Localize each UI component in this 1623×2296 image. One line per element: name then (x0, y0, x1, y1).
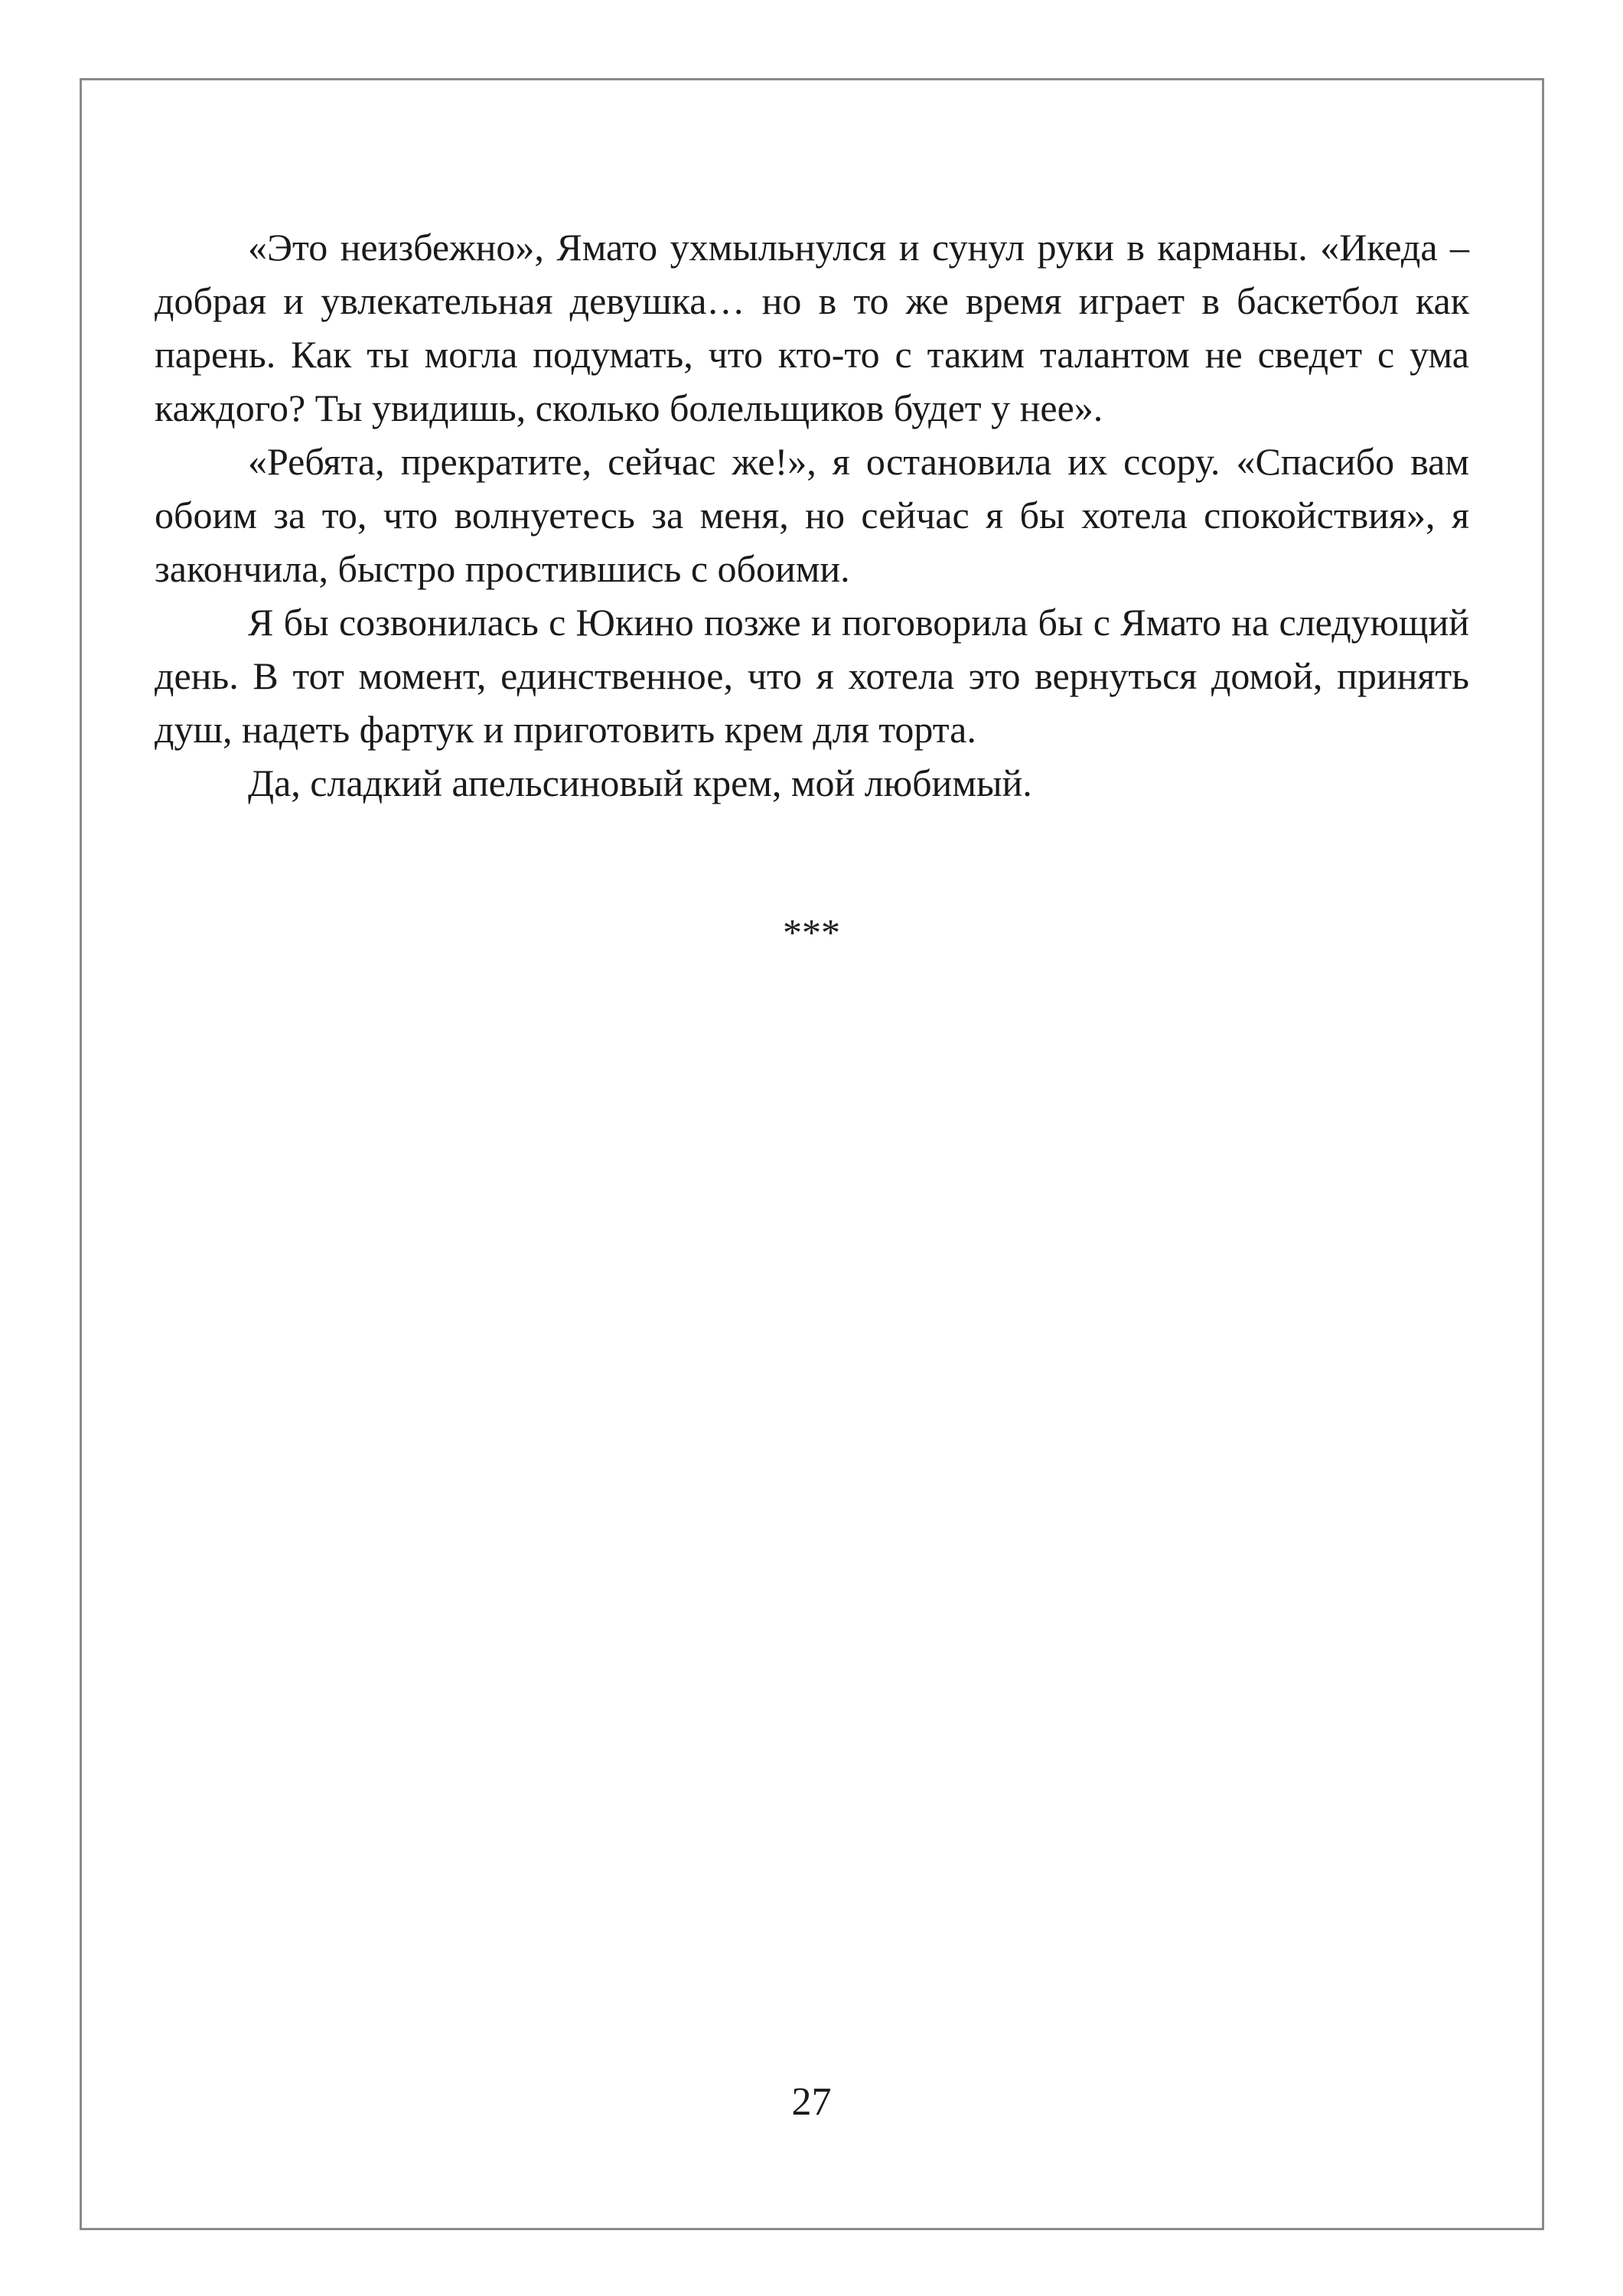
section-separator: *** (783, 911, 840, 954)
paragraph: Да, сладкий апельсиновый крем, мой любимый. (248, 762, 1032, 804)
paragraph: «Ребята, прекратите, сейчас же!», я остановила их ссору. «Спасибо вам обоим за то, что волнуетесь за меня, но сейчас я бы хотела спокойствия», я закончила, быстро простившись с обоими. (155, 440, 1469, 590)
page-number: 27 (791, 2080, 832, 2124)
paragraph: «Это неизбежно», Ямато ухмыльнулся и сунул руки в карманы. «Икеда – добрая и увлекательная девушка… но в то же время играет в баскетбол как парень. Как ты могла подумать, что кто-то с таким талантом не сведет с ума каждого? Ты увидишь, сколько болельщиков будет у нее». (155, 226, 1469, 429)
body-text (155, 220, 1469, 810)
paragraph: Я бы созвонилась с Юкино позже и поговорила бы с Ямато на следующий день. В тот момент, единственное, что я хотела это вернуться домой, принять душ, надеть фартук и приготовить крем для торта. (155, 601, 1469, 751)
